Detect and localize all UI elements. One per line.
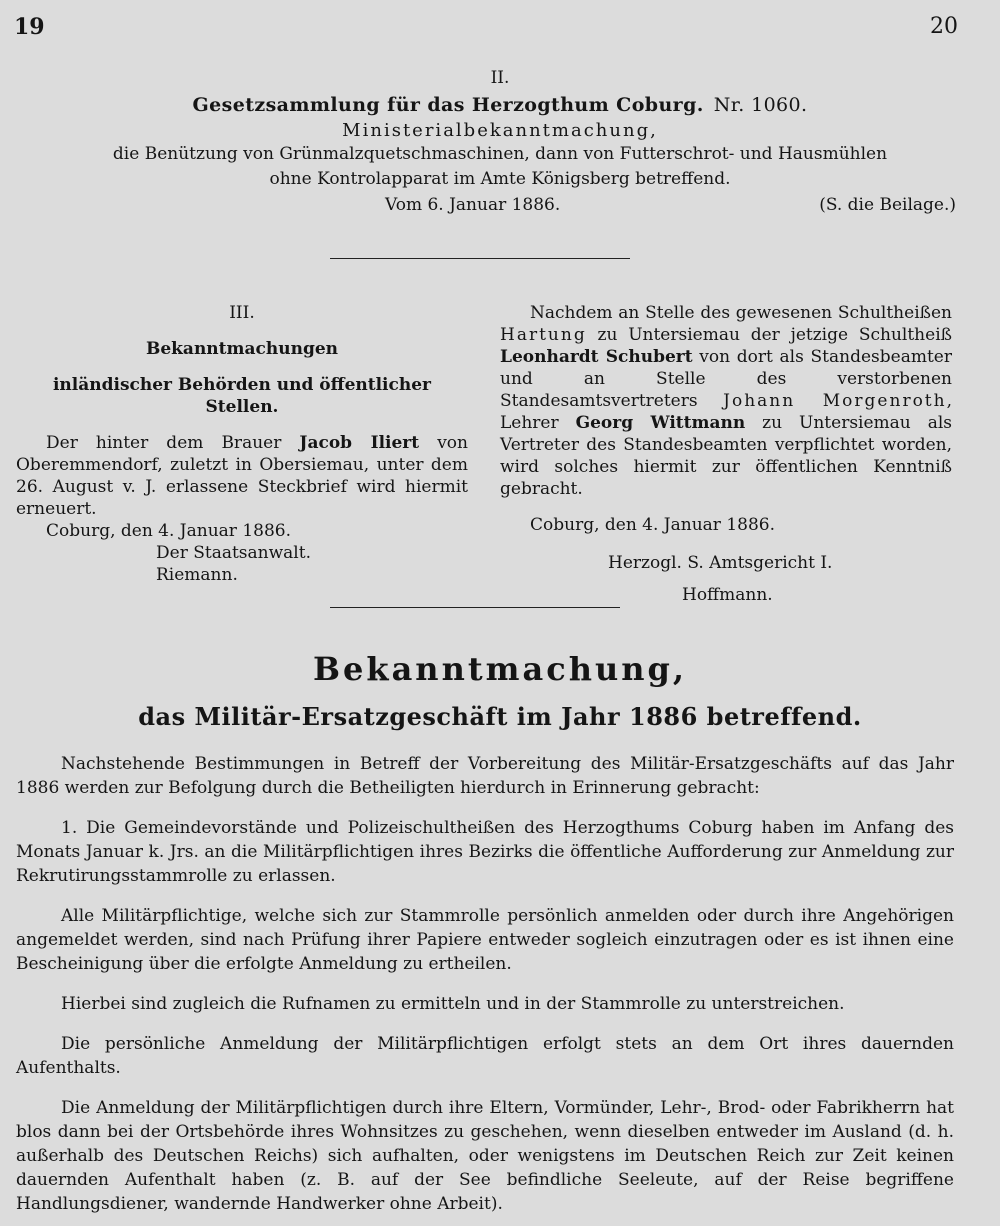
registrar-name-morgenroth: Johann Morgenroth (723, 391, 947, 411)
gesetzsammlung-number: Nr. 1060. (713, 94, 808, 116)
section-ii (0, 68, 1000, 221)
ministerial-date-row (0, 195, 1000, 221)
registrar-text-3: von dort als Standesbeamter und an Stelle des verstorbenen Standesamtsvertreters (500, 347, 952, 411)
page-number-right: 20 (930, 14, 958, 39)
section-iii-roman: III. (229, 303, 255, 323)
main-notice-title: Bekanntmachung, (312, 650, 687, 688)
warrant-notice (16, 432, 468, 520)
registrar-notice (500, 302, 952, 500)
gesetzsammlung-title-text: Gesetzsammlung für das Herzogthum Coburg. (192, 94, 704, 116)
warrant-authority: Der Staatsanwalt. (156, 543, 311, 563)
ministerial-date: Vom 6. Januar 1886. (385, 195, 561, 215)
main-notice-paragraph-5: Die Anmeldung der Militärpflichtigen durch ihre Eltern, Vormünder, Lehr-, Brod- oder Fabrikherrn hat blos dann bei der Ortsbehörde ihres Wohnsitzes zu geschehen, wenn dieselben entweder im Ausland (d. h. außerhalb des Deutschen Reichs) sich aufhalten, oder wenigstens im Deutschen Reich zur Zeit keinen dauernden Aufenthalt haben (z. B. auf der See befindliche Seeleute, auf der Reise begriffene Handlungsdiener, wandernde Handwerker ohne Arbeit). (16, 1098, 954, 1214)
registrar-text-4: , Lehrer (500, 391, 952, 433)
ministerial-subject-line-1: die Benützung von Grünmalzquetschmaschinen, dann von Futterschrot- und Hausmühlen (112, 144, 888, 164)
page-number-left: 19 (14, 14, 45, 40)
main-notice-paragraph-3: Hierbei sind zugleich die Rufnamen zu ermitteln und in der Stammrolle zu unterstreichen. (61, 994, 845, 1014)
registrar-text-5: zu Untersiemau als Vertreter des Standesbeamten verpflichtet worden, wird solches hiermit zur öffentlichen Kenntniß gebracht. (500, 413, 952, 499)
registrar-notice-column (500, 302, 952, 606)
section-iii-column (16, 302, 468, 586)
warrant-place-date: Coburg, den 4. Januar 1886. (46, 521, 291, 541)
registrar-authority: Herzogl. S. Amtsgericht I. (608, 553, 833, 573)
supplement-note: (S. die Beilage.) (819, 195, 956, 215)
main-notice-body (16, 752, 954, 1226)
warrant-person-name: Jacob Iliert (299, 433, 420, 453)
main-notice-subtitle: das Militär-Ersatzgeschäft im Jahr 1886 betreffend. (138, 702, 862, 731)
registrar-text-1: Nachdem an Stelle des gewesenen Schultheißen (530, 303, 952, 323)
section-iii-subheading: inländischer Behörden und öffentlicher Stellen. (52, 375, 432, 417)
registrar-name-wittmann: Georg Wittmann (575, 413, 746, 433)
section-ii-roman: II. (490, 68, 510, 88)
warrant-notice-pre: Der hinter dem Brauer (46, 433, 300, 453)
main-notice-intro: Nachstehende Bestimmungen in Betreff der Vorbereitung des Militär-Ersatzgeschäfts auf das Jahr 1886 werden zur Befolgung durch die Betheiligten hierdurch in Erinnerung gebracht: (16, 754, 954, 798)
registrar-place-date: Coburg, den 4. Januar 1886. (530, 515, 775, 535)
main-notice-paragraph-2: Alle Militärpflichtige, welche sich zur Stammrolle persönlich anmelden oder durch ihre Angehörigen angemeldet werden, sind nach Prüfung ihrer Papiere entweder sogleich einzutragen oder es ist ihnen eine Bescheinigung über die erfolgte Anmeldung zu ertheilen. (16, 906, 954, 974)
divider-rule-2 (330, 607, 620, 608)
main-notice-paragraph-4: Die persönliche Anmeldung der Militärpflichtigen erfolgt stets an dem Ort ihres dauernden Aufenthalts. (16, 1034, 954, 1078)
registrar-signer: Hoffmann. (682, 585, 773, 605)
warrant-signer: Riemann. (156, 565, 238, 585)
registrar-name-schubert: Leonhardt Schubert (500, 347, 693, 367)
ministerial-heading: Ministerialbekanntmachung, (342, 120, 658, 141)
registrar-name-hartung: Hartung (500, 325, 587, 345)
main-notice-item-1: 1. Die Gemeindevorstände und Polizeischultheißen des Herzogthums Coburg haben im Anfang des Monats Januar k. Jrs. an die Militärpflichtigen ihres Bezirks die öffentliche Aufforderung zur Anmeldung zur Rekrutirungsstammrolle zu erlassen. (16, 818, 954, 886)
warrant-notice-post: von Oberemmendorf, zuletzt in Obersiemau, unter dem 26. August v. J. erlassene Steckbrief wird hiermit erneuert. (16, 433, 468, 519)
section-iii-heading: Bekanntmachungen (145, 339, 339, 359)
divider-rule-1 (330, 258, 630, 259)
registrar-text-2: zu Untersiemau der jetzige Schultheiß (586, 325, 952, 345)
ministerial-subject-line-2: ohne Kontrolapparat im Amte Königsberg betreffend. (269, 169, 731, 189)
gesetzsammlung-title (0, 94, 1000, 116)
